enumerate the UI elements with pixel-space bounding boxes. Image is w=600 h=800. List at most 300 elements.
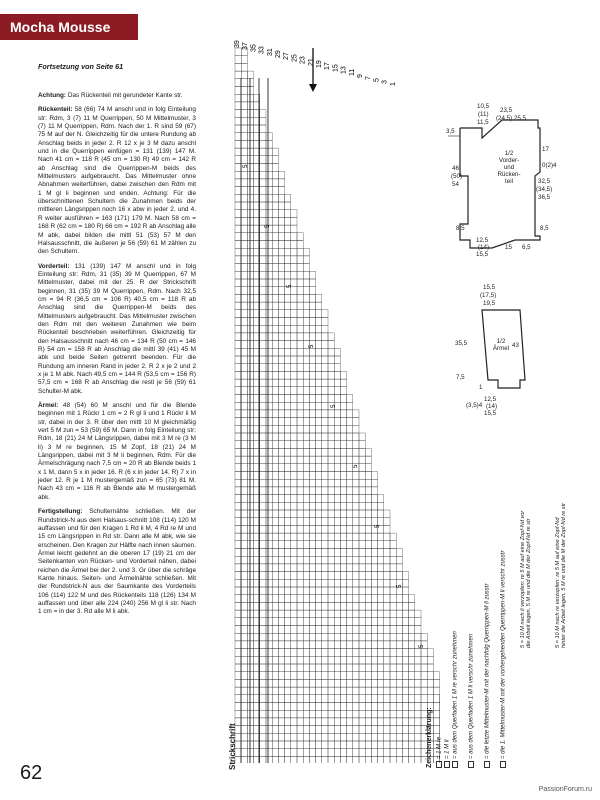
chart-cell — [266, 171, 272, 179]
chart-cell — [285, 225, 291, 233]
chart-cell — [322, 633, 328, 641]
chart-cell — [278, 633, 284, 641]
chart-cell — [328, 464, 334, 472]
chart-cell — [235, 433, 241, 441]
chart-cell — [297, 525, 303, 533]
chart-cell — [365, 672, 371, 680]
chart-cell — [316, 510, 322, 518]
chart-cell — [303, 703, 309, 711]
chart-cell — [241, 479, 247, 487]
chart-cell — [309, 302, 315, 310]
chart-cell — [278, 264, 284, 272]
chart-cell — [260, 710, 266, 718]
chart-cell — [396, 633, 402, 641]
chart-cell — [278, 487, 284, 495]
chart-cell — [241, 618, 247, 626]
chart-cell — [260, 387, 266, 395]
chart-cell — [303, 294, 309, 302]
chart-cell — [235, 364, 241, 372]
chart-cell — [334, 556, 340, 564]
chart-cell — [247, 71, 253, 79]
chart-cell — [347, 664, 353, 672]
row-number: 7 — [365, 76, 373, 80]
chart-cell — [409, 656, 415, 664]
chart-cell — [365, 664, 371, 672]
chart-cell — [378, 741, 384, 749]
chart-cell — [390, 595, 396, 603]
dim-bottom-b: (14) — [478, 244, 490, 251]
chart-cell — [340, 587, 346, 595]
chart-cell — [278, 602, 284, 610]
chart-cell — [316, 641, 322, 649]
legend-text: = die letzte Mittelmuster-M mit der nachfolg Querrippen-M li zusstr — [484, 583, 491, 759]
chart-cell — [303, 633, 309, 641]
chart-cell — [347, 472, 353, 480]
chart-cell — [260, 179, 266, 187]
chart-cell — [365, 687, 371, 695]
chart-cell — [334, 441, 340, 449]
chart-cell — [241, 741, 247, 749]
chart-cell — [390, 733, 396, 741]
chart-cell — [278, 525, 284, 533]
row-number: 19 — [316, 60, 323, 68]
chart-cell — [272, 271, 278, 279]
schematic-body — [440, 100, 600, 270]
chart-cell — [340, 718, 346, 726]
chart-cell — [272, 171, 278, 179]
chart-cell — [359, 633, 365, 641]
chart-cell — [272, 248, 278, 256]
chart-cell — [309, 541, 315, 549]
chart-cell — [285, 371, 291, 379]
chart-cell — [285, 533, 291, 541]
chart-cell — [347, 633, 353, 641]
chart-cell — [365, 610, 371, 618]
chart-cell — [241, 217, 247, 225]
chart-cell — [303, 256, 309, 264]
chart-cell — [347, 687, 353, 695]
label-line: Rücken- — [497, 171, 521, 178]
chart-cell — [235, 387, 241, 395]
label-line: 1/2 — [504, 150, 514, 157]
chart-cell — [266, 348, 272, 356]
chart-cell — [365, 549, 371, 557]
chart-cell — [409, 672, 415, 680]
chart-cell — [309, 410, 315, 418]
chart-cell — [285, 487, 291, 495]
chart-cell — [260, 556, 266, 564]
chart-cell — [371, 756, 377, 763]
chart-cell — [340, 726, 346, 734]
chart-cell — [235, 710, 241, 718]
chart-cell — [291, 425, 297, 433]
chart-cell — [328, 726, 334, 734]
chart-cell — [241, 687, 247, 695]
chart-cell — [297, 595, 303, 603]
legend-item-dec-left — [500, 551, 507, 768]
chart-cell — [316, 410, 322, 418]
chart-cell — [247, 579, 253, 587]
chart-cell — [297, 410, 303, 418]
chart-cell — [291, 225, 297, 233]
chart-cell — [266, 602, 272, 610]
chart-cell — [334, 525, 340, 533]
chart-cell — [260, 133, 266, 141]
chart-cell — [235, 610, 241, 618]
chart-cell — [365, 641, 371, 649]
chart-cell — [353, 579, 359, 587]
chart-cell — [334, 495, 340, 503]
chart-cell — [278, 225, 284, 233]
chart-cell — [260, 148, 266, 156]
chart-cell — [272, 371, 278, 379]
chart-cell — [309, 325, 315, 333]
chart-cell — [371, 703, 377, 711]
chart-cell — [347, 618, 353, 626]
chart-cell — [396, 564, 402, 572]
chart-cell — [247, 733, 253, 741]
chart-cell — [365, 679, 371, 687]
chart-cell — [235, 233, 241, 241]
legend-item-knit — [436, 737, 443, 768]
chart-cell — [272, 156, 278, 164]
chart-cell — [322, 541, 328, 549]
repeat-label: 5 — [375, 524, 381, 528]
chart-cell — [272, 472, 278, 480]
chart-cell — [285, 402, 291, 410]
chart-cell — [272, 395, 278, 403]
chart-cell — [235, 48, 241, 56]
chart-cell — [347, 679, 353, 687]
chart-cell — [291, 525, 297, 533]
chart-cell — [297, 310, 303, 318]
chart-cell — [235, 63, 241, 71]
chart-cell — [396, 695, 402, 703]
chart-cell — [247, 433, 253, 441]
chart-cell — [266, 618, 272, 626]
chart-cell — [291, 749, 297, 757]
chart-cell — [322, 441, 328, 449]
chart-cell — [266, 402, 272, 410]
chart-cell — [340, 448, 346, 456]
chart-cell — [260, 210, 266, 218]
chart-cell — [347, 718, 353, 726]
chart-cell — [316, 672, 322, 680]
chart-cell — [291, 710, 297, 718]
chart-cell — [316, 703, 322, 711]
chart-cell — [396, 672, 402, 680]
chart-cell — [235, 533, 241, 541]
chart-cell — [235, 248, 241, 256]
chart-cell — [309, 464, 315, 472]
chart-cell — [316, 549, 322, 557]
chart-cell — [390, 756, 396, 763]
chart-cell — [303, 718, 309, 726]
chart-cell — [235, 371, 241, 379]
chart-cell — [266, 140, 272, 148]
chart-cell — [285, 210, 291, 218]
chart-cell — [322, 572, 328, 580]
chart-cell — [353, 695, 359, 703]
chart-cell — [322, 726, 328, 734]
chart-cell — [241, 656, 247, 664]
chart-cell — [334, 695, 340, 703]
chart-cell — [396, 726, 402, 734]
chart-cell — [316, 679, 322, 687]
chart-cell — [235, 348, 241, 356]
chart-cell — [378, 626, 384, 634]
chart-cell — [291, 325, 297, 333]
chart-cell — [402, 656, 408, 664]
chart-cell — [316, 656, 322, 664]
chart-cell — [316, 302, 322, 310]
chart-cell — [303, 410, 309, 418]
chart-cell — [396, 687, 402, 695]
chart-cell — [309, 626, 315, 634]
chart-cell — [353, 410, 359, 418]
chart-cell — [340, 633, 346, 641]
chart-cell — [247, 287, 253, 295]
chart-cell — [285, 256, 291, 264]
chart-cell — [235, 87, 241, 95]
chart-cell — [266, 418, 272, 426]
chart-cell — [334, 456, 340, 464]
chart-cell — [266, 718, 272, 726]
chart-cell — [297, 587, 303, 595]
chart-cell — [272, 549, 278, 557]
chart-cell — [266, 448, 272, 456]
chart-cell — [322, 695, 328, 703]
chart-cell — [247, 556, 253, 564]
chart-cell — [247, 171, 253, 179]
sleeve-bottom-left: 7,5 — [456, 374, 465, 381]
chart-cell — [241, 525, 247, 533]
chart-cell — [247, 741, 253, 749]
dim-bottom-right: 8,5 — [540, 225, 549, 232]
chart-cell — [347, 703, 353, 711]
chart-cell — [285, 656, 291, 664]
chart-cell — [272, 325, 278, 333]
chart-cell — [285, 602, 291, 610]
chart-cell — [303, 271, 309, 279]
chart-cell — [334, 703, 340, 711]
chart-cell — [316, 726, 322, 734]
chart-cell — [266, 726, 272, 734]
chart-cell — [241, 187, 247, 195]
chart-cell — [285, 626, 291, 634]
chart-cell — [303, 579, 309, 587]
chart-cell — [241, 626, 247, 634]
chart-cell — [409, 710, 415, 718]
chart-cell — [303, 741, 309, 749]
chart-cell — [235, 687, 241, 695]
chart-cell — [347, 602, 353, 610]
chart-cell — [297, 456, 303, 464]
chart-cell — [235, 518, 241, 526]
chart-cell — [241, 518, 247, 526]
chart-cell — [241, 672, 247, 680]
chart-cell — [241, 125, 247, 133]
chart-cell — [235, 395, 241, 403]
chart-cell — [353, 448, 359, 456]
chart-cell — [353, 595, 359, 603]
chart-cell — [378, 510, 384, 518]
chart-cell — [309, 525, 315, 533]
page-number: 62 — [20, 762, 43, 784]
chart-cell — [266, 533, 272, 541]
chart-cell — [353, 703, 359, 711]
chart-cell — [297, 756, 303, 763]
chart-cell — [247, 310, 253, 318]
chart-cell — [235, 587, 241, 595]
chart-cell — [365, 741, 371, 749]
chart-cell — [334, 387, 340, 395]
chart-cell — [340, 641, 346, 649]
body: 131 (139) 147 M anschl und in folg Einteilung str: Rdm, 31 (35) 39 M Querrippen, 67 M Mittelmuster, dabei mit der 25. R der Strickschrift beginnen, 31 (35) 39 M Querrippen, Rdm. Nach 32,5 cm = 94 R (36,5 cm = 106 R) 40,5 cm = 118 R ab Anschlag sind die Querrippen-M beids des Mittelmusters aufgebraucht. Das Mittelmuster zwischen den Rdm mit den weiteren Zunahmen wie beim Rückenteil beschrieben weiterführen. Gleichzeitig für den Halsausschnitt nach 46 cm = 134 R (50 cm = 146 R) 54 cm = 158 R ab Anschlag die mittl 39 (41) 45 M abk und beide Seiten getrennt beenden. Für die Rundung am inneren Rand in jeder 2. R 2 x je 2 und 2 x je 1 M abk. Nach 49,5 cm = 144 R (53,5 cm = 156 R) 57,5 cm = 168 R ab Anschlag die restl je 56 (59) 61 Schulter-M abk. — [38, 262, 196, 395]
chart-cell — [359, 679, 365, 687]
chart-cell — [260, 649, 266, 657]
chart-cell — [247, 695, 253, 703]
paragraph-sleeve — [38, 402, 196, 502]
chart-cell — [291, 595, 297, 603]
chart-cell — [272, 410, 278, 418]
chart-cell — [235, 441, 241, 449]
chart-cell — [241, 71, 247, 79]
chart-cell — [297, 448, 303, 456]
chart-cell — [353, 733, 359, 741]
chart-cell — [390, 649, 396, 657]
chart-cell — [278, 564, 284, 572]
chart-cell — [340, 495, 346, 503]
chart-cell — [309, 518, 315, 526]
chart-cell — [309, 502, 315, 510]
chart-cell — [297, 541, 303, 549]
chart-cell — [247, 217, 253, 225]
chart-cell — [247, 564, 253, 572]
chart-cell — [266, 633, 272, 641]
chart-cell — [241, 117, 247, 125]
chart-cell — [309, 695, 315, 703]
chart-cell — [359, 610, 365, 618]
chart-cell — [297, 487, 303, 495]
chart-cell — [353, 664, 359, 672]
chart-cell — [260, 626, 266, 634]
chart-cell — [402, 649, 408, 657]
chart-cell — [334, 687, 340, 695]
chart-cell — [297, 387, 303, 395]
chart-cell — [334, 518, 340, 526]
chart-cell — [359, 518, 365, 526]
chart-cell — [316, 479, 322, 487]
chart-cell — [340, 418, 346, 426]
chart-cell — [340, 626, 346, 634]
chart-cell — [409, 641, 415, 649]
chart-cell — [260, 410, 266, 418]
chart-cell — [371, 495, 377, 503]
chart-cell — [297, 710, 303, 718]
dim-neck-c: 11,5 — [477, 119, 489, 126]
chart-cell — [322, 395, 328, 403]
chart-cell — [365, 587, 371, 595]
chart-cell — [359, 495, 365, 503]
chart-cell — [322, 325, 328, 333]
chart-cell — [309, 710, 315, 718]
chart-cell — [241, 79, 247, 87]
chart-cell — [303, 356, 309, 364]
chart-cell — [241, 202, 247, 210]
chart-cell — [328, 664, 334, 672]
chart-cell — [309, 633, 315, 641]
chart-cell — [359, 626, 365, 634]
chart-cell — [291, 510, 297, 518]
chart-cell — [260, 341, 266, 349]
chart-cell — [285, 479, 291, 487]
dim-top-left: 3,5 — [446, 128, 455, 135]
chart-cell — [353, 749, 359, 757]
dim-bottom-c: 15,5 — [476, 251, 489, 258]
chart-cell — [266, 333, 272, 341]
chart-cell — [359, 525, 365, 533]
chart-cell — [328, 502, 334, 510]
chart-cell — [334, 395, 340, 403]
chart-cell — [278, 333, 284, 341]
chart-cell — [235, 217, 241, 225]
chart-cell — [378, 703, 384, 711]
legend — [420, 500, 600, 770]
chart-cell — [241, 395, 247, 403]
chart-cell — [285, 318, 291, 326]
chart-cell — [278, 279, 284, 287]
chart-cell — [303, 602, 309, 610]
chart-cell — [322, 518, 328, 526]
chart-cell — [328, 626, 334, 634]
chart-cell — [384, 710, 390, 718]
label-line: 1/2 — [496, 338, 506, 345]
chart-cell — [322, 341, 328, 349]
chart-cell — [334, 487, 340, 495]
chart-cell — [247, 472, 253, 480]
sleeve-bottom-a: 12,5 — [484, 396, 497, 403]
chart-cell — [316, 456, 322, 464]
chart-cell — [347, 572, 353, 580]
chart-cell — [291, 395, 297, 403]
chart-cell — [316, 310, 322, 318]
chart-cell — [260, 479, 266, 487]
chart-cell — [291, 433, 297, 441]
chart-cell — [328, 633, 334, 641]
chart-cell — [303, 656, 309, 664]
chart-cell — [285, 587, 291, 595]
chart-cell — [316, 379, 322, 387]
chart-cell — [309, 333, 315, 341]
chart-cell — [359, 695, 365, 703]
chart-cell — [322, 418, 328, 426]
chart-cell — [384, 549, 390, 557]
chart-cell — [309, 564, 315, 572]
chart-cell — [390, 679, 396, 687]
chart-cell — [241, 710, 247, 718]
chart-cell — [409, 618, 415, 626]
chart-cell — [322, 718, 328, 726]
chart-cell — [297, 433, 303, 441]
chart-cell — [260, 110, 266, 118]
chart-cell — [260, 656, 266, 664]
paragraph-finishing — [38, 508, 196, 616]
chart-cell — [390, 618, 396, 626]
chart-cell — [365, 756, 371, 763]
chart-cell — [247, 87, 253, 95]
chart-cell — [322, 641, 328, 649]
